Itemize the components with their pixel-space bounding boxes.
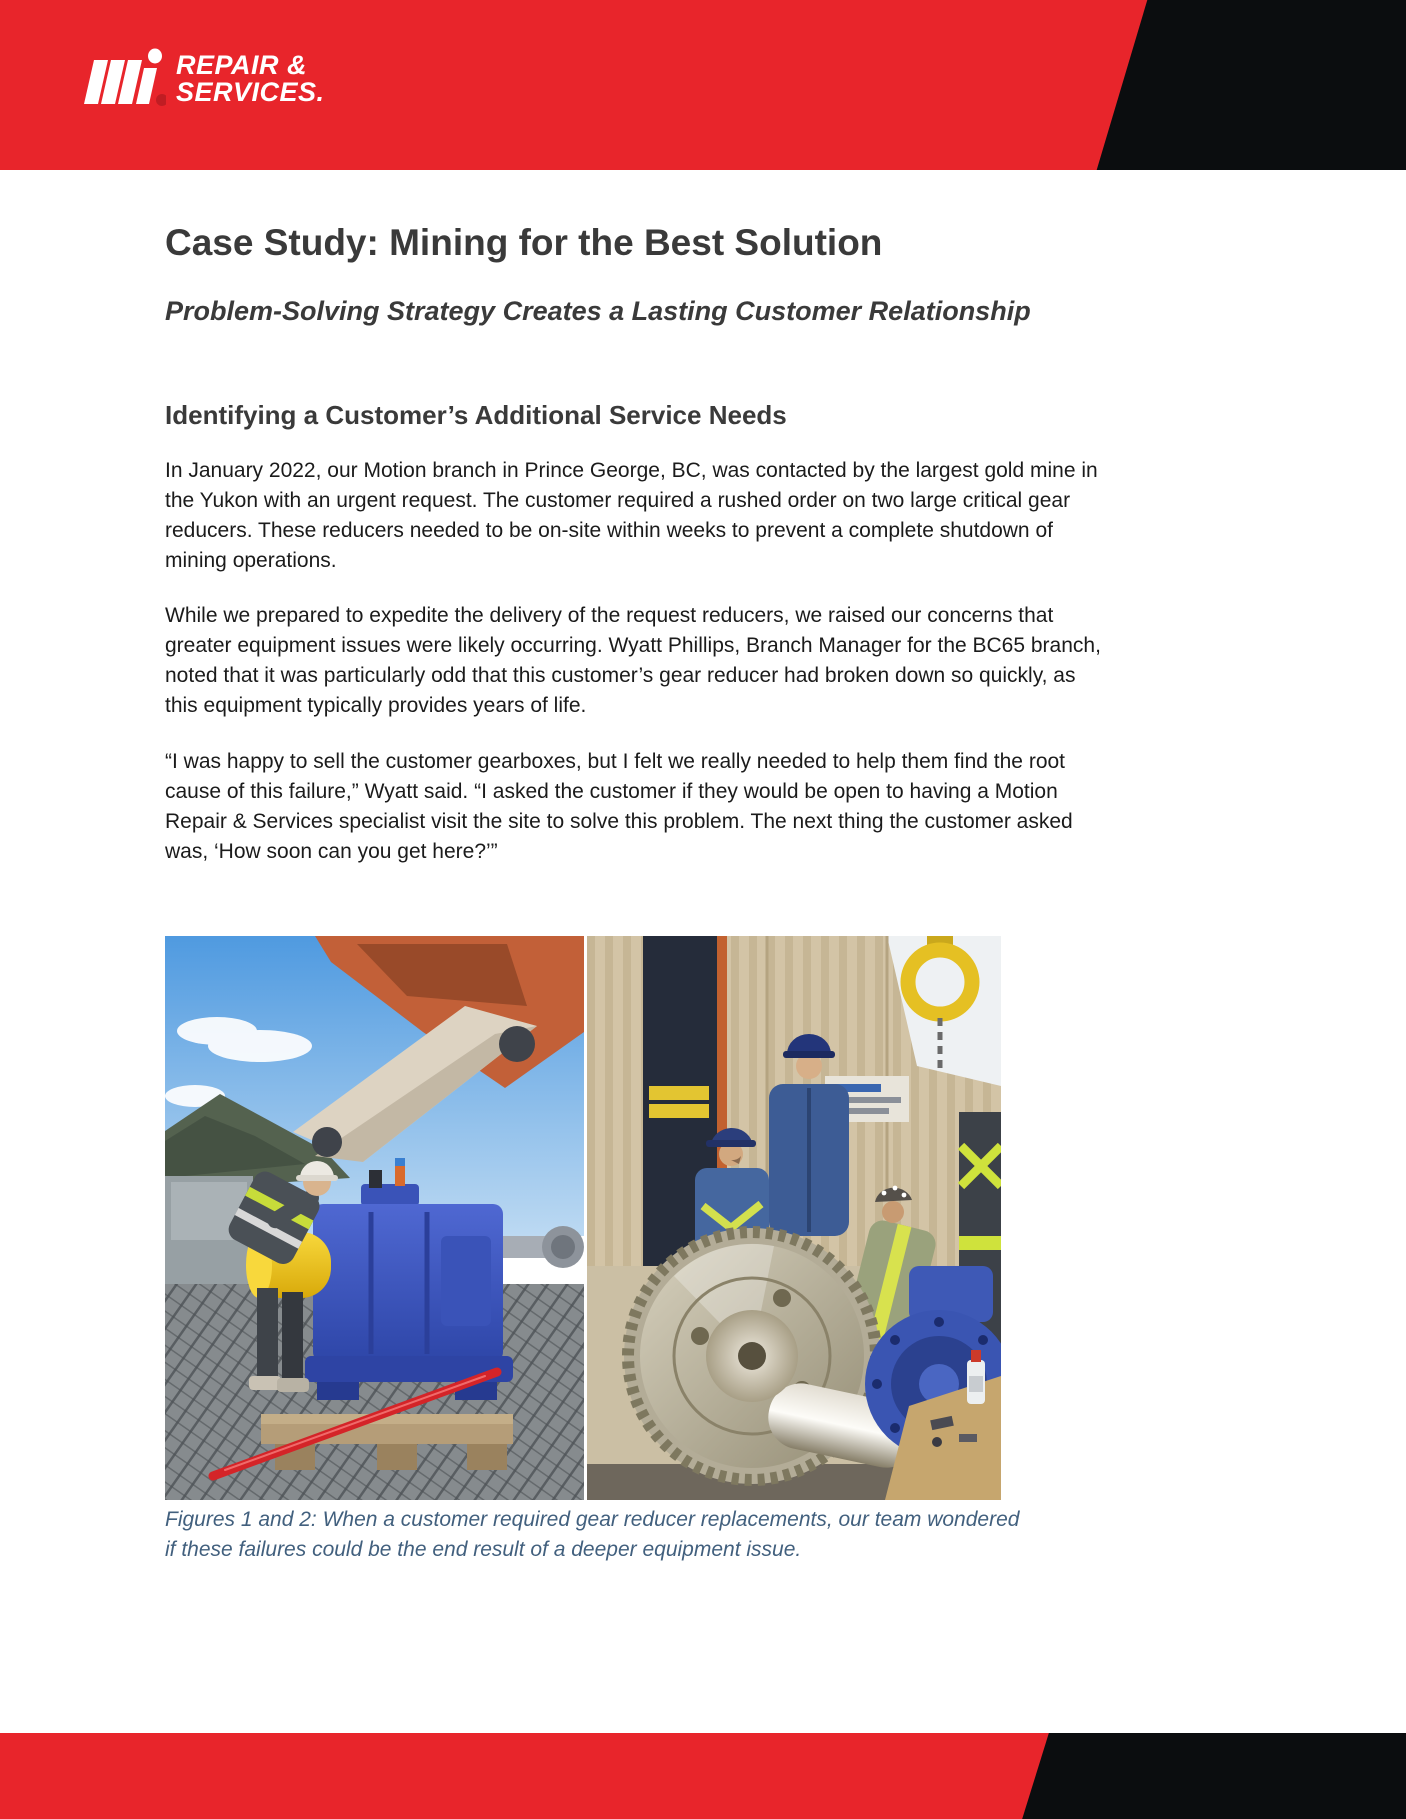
- figure-caption: Figures 1 and 2: When a customer required gear reducer replacements, our team wondered if these failures could be the end result of a deeper equipment issue.: [165, 1508, 1020, 1561]
- paragraph-2: While we prepared to expedite the delivery of the request reducers, we raised our concerns that greater equipment issues were likely occurring. Wyatt Phillips, Branch Manager for the BC65 branch, noted that it was particularly odd that this customer’s gear reducer had broken down so quickly, as this equipment typically provides years of life.: [165, 604, 1101, 717]
- figure-1-photo: [165, 936, 584, 1500]
- figures-block: [165, 936, 1001, 1500]
- footer-band: [0, 1733, 1406, 1819]
- logo-line-1: REPAIR &: [176, 50, 308, 80]
- page-subtitle: Problem-Solving Strategy Creates a Lasting Customer Relationship: [165, 296, 1031, 326]
- paragraph-3: “I was happy to sell the customer gearboxes, but I felt we really needed to help them find the root cause of this failure,” Wyatt said. “I asked the customer if they would be open to having a Motion Repair & Services specialist visit the site to solve this problem. The next thing the customer asked was, ‘How soon can you get here?’”: [165, 750, 1073, 863]
- paragraph-1: In January 2022, our Motion branch in Prince George, BC, was contacted by the largest gold mine in the Yukon with an urgent request. The customer required a rushed order on two large critical gear reducers. These reducers needed to be on-site within weeks to prevent a complete shutdown of mining operations.: [165, 459, 1098, 572]
- figure-2-photo: [587, 936, 1001, 1500]
- motion-repair-services-logo: [70, 48, 325, 110]
- footer-black-accent: [0, 1733, 1406, 1819]
- logo-line-2: SERVICES.: [176, 77, 325, 107]
- header-band: [0, 0, 1406, 170]
- page-title: Case Study: Mining for the Best Solution: [165, 222, 883, 263]
- section-heading: Identifying a Customer’s Additional Service Needs: [165, 400, 787, 430]
- logo-wordmark: [176, 52, 325, 106]
- mi-logo-icon: [70, 48, 166, 110]
